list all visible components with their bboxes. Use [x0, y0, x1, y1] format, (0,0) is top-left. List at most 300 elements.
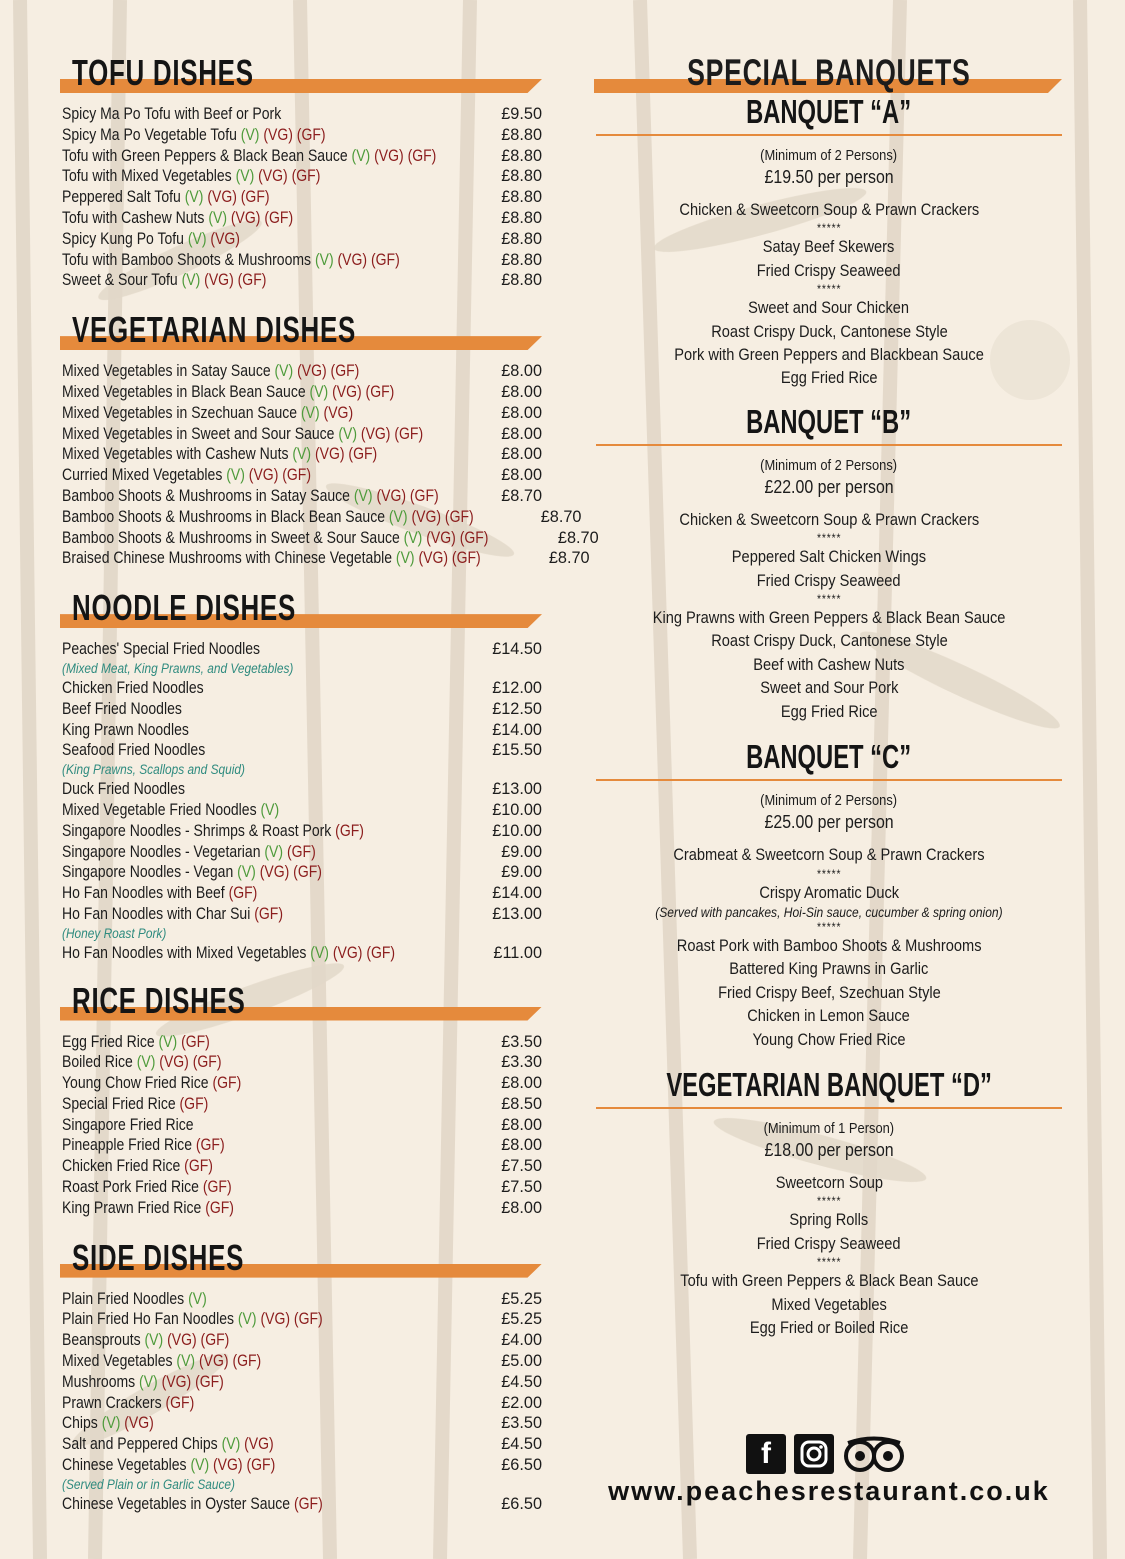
dish-name: Braised Chinese Mushrooms with Chinese Vegetable — [62, 549, 393, 568]
dish-name-group — [62, 1198, 234, 1219]
dish-name-group — [62, 1115, 194, 1136]
dish-price: £3.50 — [501, 1414, 542, 1433]
dish-note-text: (Honey Roast Pork) — [62, 925, 167, 941]
banquet-dish — [596, 366, 1062, 389]
dietary-tag: (V) — [181, 271, 201, 290]
dietary-tag: (GF) — [335, 821, 364, 840]
banquet-dish — [596, 981, 1062, 1004]
line-text: (Served with pancakes, Hoi-Sin sauce, cucumber & spring onion) — [655, 903, 1003, 920]
menu-item[interactable] — [62, 1372, 542, 1393]
dietary-tag: (VG) — [207, 188, 237, 207]
dish-name-group — [62, 821, 364, 842]
menu-item[interactable] — [62, 187, 542, 208]
dietary-tag: (GF) — [240, 188, 270, 207]
banquet-dish — [596, 1208, 1062, 1231]
dietary-tag: (VG) — [159, 1053, 189, 1072]
dish-name-group — [62, 1351, 261, 1372]
dish-price: £12.00 — [492, 678, 542, 697]
menu-item[interactable] — [62, 800, 542, 821]
dietary-tag: (GF) — [228, 884, 258, 903]
banquet-minimum — [596, 146, 1062, 166]
dish-name: Seafood Fried Noodles — [62, 741, 206, 760]
banquet-dish — [596, 629, 1062, 652]
menu-items — [62, 1032, 542, 1219]
dish-name: Ho Fan Noodles with Mixed Vegetables — [62, 943, 307, 962]
dish-name-group — [62, 699, 182, 720]
dish-name-group — [62, 166, 320, 187]
dish-price: £8.80 — [501, 229, 542, 248]
banquet-title: BANQUET “A” — [746, 93, 912, 130]
dish-name: Bamboo Shoots & Mushrooms in Satay Sauce — [62, 486, 350, 505]
dish-note — [62, 761, 542, 779]
dish-name: Chicken Fried Noodles — [62, 678, 204, 697]
dietary-tag: (GF) — [444, 507, 474, 526]
banquet-price-text: £18.00 per person — [764, 1138, 894, 1160]
menu-item[interactable] — [62, 1455, 542, 1476]
dish-name: Singapore Fried Rice — [62, 1115, 194, 1134]
dietary-tag: (VG) — [426, 528, 456, 547]
menu-items — [62, 361, 599, 569]
dietary-tag: (V) — [388, 507, 408, 526]
dish-name-group — [62, 862, 322, 883]
menu-item[interactable] — [62, 528, 599, 549]
line-text: Pork with Green Peppers and Blackbean Sauce — [674, 345, 984, 365]
dietary-tag: (VG) — [244, 1435, 274, 1454]
dish-name-group — [62, 1455, 275, 1476]
dish-name-group — [62, 1156, 213, 1177]
dish-price: £8.00 — [501, 424, 542, 443]
banquet-dish — [596, 198, 1062, 221]
dietary-tag: (GF) — [282, 466, 312, 485]
dish-name: Mixed Vegetable Fried Noodles — [62, 800, 257, 819]
dish-name: Spicy Ma Po Vegetable Tofu — [62, 125, 237, 144]
banquet-dish — [596, 700, 1062, 723]
dish-name: Salt and Peppered Chips — [62, 1435, 218, 1454]
dish-price: £6.50 — [501, 1494, 542, 1513]
dietary-tag: (V) — [260, 800, 280, 819]
dish-note — [62, 925, 542, 943]
line-text: Battered King Prawns in Garlic — [729, 959, 929, 979]
dish-name-group — [62, 229, 240, 250]
menu-items — [62, 104, 542, 291]
menu-item[interactable] — [62, 1393, 542, 1414]
line-text: Sweetcorn Soup — [775, 1172, 883, 1192]
line-text: ***** — [816, 221, 842, 236]
banquet-price-text: £19.50 per person — [764, 166, 894, 187]
menu-item[interactable] — [62, 104, 542, 125]
dietary-tag: (VG) — [167, 1331, 197, 1350]
dish-price: £8.80 — [501, 208, 542, 227]
dietary-tag: (GF) — [365, 382, 395, 401]
line-text: Spring Rolls — [789, 1210, 869, 1230]
dish-name: King Prawn Fried Rice — [62, 1198, 202, 1217]
banquet — [596, 737, 1062, 1051]
line-text: Roast Crispy Duck, Cantonese Style — [710, 321, 948, 341]
dietary-tag: (VG) — [337, 250, 368, 269]
dish-name-group — [62, 1494, 323, 1515]
menu-item[interactable] — [62, 821, 542, 842]
dietary-tag: (VG) — [210, 229, 240, 248]
dietary-tag: (V) — [309, 382, 329, 401]
dish-name: Singapore Noodles - Vegetarian — [62, 842, 261, 861]
dish-name: Chinese Vegetables — [62, 1456, 187, 1475]
dish-name-group — [62, 883, 257, 904]
menu-item[interactable] — [62, 904, 542, 925]
menu-item[interactable] — [62, 229, 542, 250]
dish-price: £13.00 — [492, 904, 542, 923]
menu-item[interactable] — [62, 883, 542, 904]
dietary-tag: (GF) — [370, 250, 400, 269]
dietary-tag: (V) — [184, 188, 204, 207]
dish-price: £8.70 — [548, 549, 590, 568]
dish-name-group — [62, 1309, 323, 1330]
line-text: Fried Crispy Seaweed — [757, 1233, 901, 1253]
menu-item[interactable] — [62, 1032, 542, 1053]
dish-name-group — [62, 250, 400, 271]
menu-item[interactable] — [62, 1177, 542, 1198]
dish-price: £13.00 — [492, 780, 542, 799]
dish-price: £8.00 — [501, 1074, 542, 1093]
banquet-dish — [596, 296, 1062, 319]
menu-item[interactable] — [62, 146, 542, 167]
right-column — [596, 50, 1062, 1339]
dish-name-group — [62, 1393, 194, 1414]
banquet-dish — [596, 1171, 1062, 1194]
dish-name: Mixed Vegetables in Black Bean Sauce — [62, 382, 306, 401]
menu-item[interactable] — [62, 678, 542, 699]
line-text: ***** — [816, 1194, 842, 1209]
menu-item[interactable] — [62, 1434, 542, 1455]
dish-name-group — [62, 1413, 154, 1434]
dish-price: £12.50 — [492, 699, 542, 718]
dish-name-group — [62, 1289, 207, 1310]
dietary-tag: (V) — [353, 486, 373, 505]
dish-name-group — [62, 842, 316, 863]
dish-price: £8.00 — [501, 445, 542, 464]
banquet-dish — [596, 1028, 1062, 1051]
menu-item[interactable] — [62, 250, 542, 271]
dietary-tag: (V) — [274, 362, 294, 381]
dish-price: £8.00 — [501, 403, 542, 422]
dish-name-group — [62, 104, 281, 125]
line-text: Egg Fried Rice — [780, 368, 878, 388]
dish-name-group — [62, 507, 474, 528]
dish-name-group — [62, 1052, 222, 1073]
dish-name: King Prawn Noodles — [62, 720, 189, 739]
instagram-icon[interactable] — [794, 1434, 834, 1474]
website-url[interactable]: www.peachesrestaurant.co.uk — [608, 1476, 1050, 1506]
menu-item[interactable] — [62, 382, 542, 403]
menu-item[interactable] — [62, 125, 542, 146]
menu-item[interactable] — [62, 1330, 542, 1351]
line-text: ***** — [816, 282, 842, 297]
menu-item[interactable] — [62, 1494, 542, 1515]
dietary-tag: (GF) — [179, 1094, 209, 1113]
menu-item[interactable] — [62, 1309, 542, 1330]
dish-name: Peaches' Special Fried Noodles — [62, 640, 261, 659]
dietary-tag: (V) — [300, 403, 320, 422]
menu-section — [62, 1235, 542, 1515]
dietary-tag: (V) — [292, 445, 312, 464]
dish-name: Young Chow Fried Rice — [62, 1074, 209, 1093]
banquet-dish — [596, 1316, 1062, 1339]
menu-item[interactable] — [62, 699, 542, 720]
dish-price: £3.50 — [501, 1032, 542, 1051]
banquet-title: BANQUET “B” — [746, 402, 912, 440]
line-text: Tofu with Green Peppers & Black Bean Sauce — [679, 1271, 979, 1291]
dish-price: £8.00 — [501, 382, 542, 401]
dish-name-group — [62, 943, 395, 964]
dish-name: Singapore Noodles - Shrimps & Roast Pork — [62, 821, 332, 840]
dietary-tag: (GF) — [451, 549, 481, 568]
dietary-tag: (V) — [221, 1435, 241, 1454]
dish-name-group — [62, 1094, 208, 1115]
dish-name: Duck Fried Noodles — [62, 780, 185, 799]
dietary-tag: (V) — [190, 1456, 210, 1475]
banquet-dish — [596, 653, 1062, 676]
banquet-title: VEGETARIAN BANQUET “D” — [666, 1065, 992, 1103]
dietary-tag: (VG) — [198, 1352, 229, 1371]
banquet-price — [596, 166, 1062, 188]
menu-item[interactable] — [62, 424, 542, 445]
dietary-tag: (VG) — [230, 208, 261, 227]
dish-name-group — [62, 270, 266, 291]
dish-price: £7.50 — [501, 1178, 542, 1197]
menu-item[interactable] — [62, 1156, 542, 1177]
dietary-tag: (GF) — [330, 362, 360, 381]
dietary-tag: (V) — [188, 1289, 207, 1308]
menu-item[interactable] — [62, 1351, 542, 1372]
menu-item[interactable] — [62, 1094, 542, 1115]
menu-item[interactable] — [62, 842, 542, 863]
dish-price: £9.00 — [501, 863, 542, 882]
dish-note — [62, 1476, 542, 1494]
menu-item[interactable] — [62, 720, 542, 741]
dietary-tag: (V) — [176, 1352, 196, 1371]
dietary-tag: (VG) — [411, 507, 442, 526]
dish-price: £8.80 — [501, 167, 542, 186]
separator-stars — [596, 592, 1062, 606]
dish-name-group — [62, 1177, 232, 1198]
dish-name: Singapore Noodles - Vegan — [62, 863, 234, 882]
dish-name-group — [62, 187, 270, 208]
line-text: Sweet and Sour Chicken — [748, 298, 910, 318]
menu-item[interactable] — [62, 639, 542, 660]
dietary-tag: (V) — [240, 125, 260, 144]
line-text: ***** — [816, 592, 842, 607]
dietary-tag: (VG) — [376, 486, 406, 505]
section-header — [62, 585, 542, 631]
dish-price: £14.00 — [492, 884, 542, 903]
line-text: ***** — [816, 866, 842, 881]
banquet-rule — [596, 444, 1062, 446]
menu-item[interactable] — [62, 270, 542, 291]
dish-name-group — [62, 1073, 241, 1094]
dish-name-group — [62, 528, 488, 549]
banquet-dish — [596, 1269, 1062, 1292]
menu-item[interactable] — [62, 1135, 542, 1156]
banquet-dish — [596, 676, 1062, 699]
banquet-header — [596, 737, 1062, 777]
dish-name-group — [62, 208, 293, 229]
dietary-tag: (VG) — [374, 146, 404, 165]
dietary-tag: (GF) — [409, 486, 439, 505]
menu-item[interactable] — [62, 465, 542, 486]
section-header — [62, 307, 542, 353]
banquet-minimum-text: (Minimum of 1 Person) — [763, 1119, 895, 1137]
banquet-dish — [596, 569, 1062, 592]
dietary-tag: (VG) — [161, 1372, 192, 1391]
dish-price: £8.80 — [501, 188, 542, 207]
menu-item[interactable] — [62, 740, 542, 761]
dish-name: Spicy Kung Po Tofu — [62, 229, 184, 248]
line-text: Roast Crispy Duck, Cantonese Style — [710, 631, 948, 651]
menu-items — [62, 1289, 542, 1515]
banquet-rule — [596, 1107, 1062, 1109]
menu-item[interactable] — [62, 1198, 542, 1219]
dish-price: £11.00 — [493, 943, 542, 962]
banquet-dish — [596, 1232, 1062, 1255]
dish-price: £8.00 — [501, 466, 542, 485]
dietary-tag: (GF) — [394, 424, 424, 443]
dietary-tag: (GF) — [348, 445, 378, 464]
menu-item[interactable] — [62, 444, 542, 465]
menu-item[interactable] — [62, 862, 542, 883]
menu-item[interactable] — [62, 403, 542, 424]
line-text: King Prawns with Green Peppers & Black Bean Sauce — [652, 608, 1006, 628]
dietary-tag: (VG) — [263, 125, 293, 144]
banquet-minimum — [596, 791, 1062, 811]
separator-stars — [596, 282, 1062, 296]
banquet-minimum-text: (Minimum of 2 Persons) — [760, 456, 898, 474]
dish-name-group — [62, 1372, 224, 1393]
dietary-tag: (GF) — [286, 842, 316, 861]
dietary-tag: (V) — [351, 146, 371, 165]
menu-item[interactable] — [62, 943, 542, 964]
dietary-tag: (VG) — [332, 943, 363, 962]
dietary-tag: (V) — [226, 466, 245, 485]
dish-name: Beef Fried Noodles — [62, 699, 182, 718]
facebook-icon[interactable]: f — [746, 1434, 786, 1474]
banquet-rule — [596, 134, 1062, 136]
dish-name: Chinese Vegetables in Oyster Sauce — [62, 1494, 291, 1513]
dish-price: £2.00 — [501, 1393, 542, 1412]
dish-name: Roast Pork Fried Rice — [62, 1178, 199, 1197]
menu-item[interactable] — [62, 1073, 542, 1094]
banquet-price — [596, 476, 1062, 498]
banquet — [596, 1065, 1062, 1339]
special-banquets-title: SPECIAL BANQUETS — [687, 52, 971, 93]
tripadvisor-icon[interactable] — [842, 1434, 906, 1474]
dietary-tag: (VG) — [360, 424, 391, 443]
dish-name: Bamboo Shoots & Mushrooms in Black Bean Sauce — [62, 507, 385, 526]
dish-price: £3.30 — [501, 1053, 542, 1072]
menu-item[interactable] — [62, 361, 542, 382]
banquet-dish — [596, 1004, 1062, 1027]
dish-note-text: (Mixed Meat, King Prawns, and Vegetables) — [62, 660, 294, 676]
dish-name-group — [62, 720, 189, 741]
banquet — [596, 402, 1062, 723]
dietary-tag: (GF) — [232, 1352, 262, 1371]
section-title: RICE DISHES — [72, 979, 246, 1021]
line-text: Egg Fried or Boiled Rice — [749, 1317, 909, 1337]
menu-item[interactable] — [62, 166, 542, 187]
dietary-tag: (V) — [158, 1032, 178, 1051]
menu-item[interactable] — [62, 1052, 542, 1073]
menu-item[interactable] — [62, 507, 582, 528]
dietary-tag: (V) — [395, 549, 415, 568]
dietary-tag: (V) — [237, 863, 256, 882]
dish-name: Tofu with Bamboo Shoots & Mushrooms — [62, 250, 312, 269]
banquet-minimum — [596, 1119, 1062, 1139]
dietary-tag: (GF) — [459, 528, 489, 547]
dish-name-group — [62, 904, 283, 925]
dietary-tag: (V) — [235, 167, 255, 186]
dietary-tag: (VG) — [258, 167, 288, 186]
dish-name: Mixed Vegetables — [62, 1352, 173, 1371]
left-column — [62, 50, 599, 1515]
line-text: Sweet and Sour Pork — [759, 678, 899, 698]
dietary-tag: (VG) — [418, 549, 449, 568]
banquet-dish — [596, 545, 1062, 568]
menu-section — [62, 50, 542, 291]
dietary-tag: (V) — [403, 528, 423, 547]
dish-price: £5.25 — [501, 1310, 542, 1329]
dish-name-group — [62, 800, 279, 821]
menu-section — [62, 307, 599, 569]
section-header — [62, 50, 542, 96]
dietary-tag: (V) — [136, 1053, 156, 1072]
dish-price: £7.50 — [501, 1157, 542, 1176]
dietary-tag: (GF) — [254, 904, 284, 923]
dietary-tag: (V) — [314, 250, 334, 269]
menu-item[interactable] — [62, 1413, 542, 1434]
menu-item[interactable] — [62, 486, 542, 507]
line-text: Chicken & Sweetcorn Soup & Prawn Crackers — [679, 509, 979, 529]
menu-item[interactable] — [62, 1289, 542, 1310]
banquet-dish — [596, 606, 1062, 629]
separator-stars — [596, 867, 1062, 881]
dietary-tag: (V) — [101, 1414, 121, 1433]
dietary-tag: (GF) — [202, 1178, 232, 1197]
dietary-tag: (VG) — [323, 403, 354, 422]
menu-item[interactable] — [62, 1115, 542, 1136]
banquet-minimum-text: (Minimum of 2 Persons) — [760, 147, 898, 164]
banquet-price — [596, 1139, 1062, 1161]
menu-item[interactable] — [62, 208, 542, 229]
dish-price: £10.00 — [492, 800, 542, 819]
dietary-tag: (GF) — [165, 1393, 195, 1412]
banquet — [596, 92, 1062, 390]
dish-name: Sweet & Sour Tofu — [62, 271, 178, 290]
banquet-rule — [596, 779, 1062, 781]
dish-name: Prawn Crackers — [62, 1393, 162, 1412]
dish-price: £14.50 — [492, 640, 542, 659]
dietary-tag: (VG) — [213, 1456, 243, 1475]
dish-note — [596, 904, 1062, 920]
dietary-tag: (GF) — [181, 1032, 210, 1051]
section-title: SIDE DISHES — [72, 1236, 245, 1278]
line-text: Chicken & Sweetcorn Soup & Prawn Crackers — [679, 200, 979, 219]
dish-price: £8.80 — [501, 250, 542, 269]
dietary-tag: (V) — [264, 842, 284, 861]
banquet-minimum-text: (Minimum of 2 Persons) — [760, 792, 898, 810]
menu-item[interactable] — [62, 779, 542, 800]
dish-name-group — [62, 444, 377, 465]
menu-item[interactable] — [62, 548, 590, 569]
dietary-tag: (GF) — [192, 1053, 222, 1072]
dietary-tag: (GF) — [184, 1157, 213, 1176]
